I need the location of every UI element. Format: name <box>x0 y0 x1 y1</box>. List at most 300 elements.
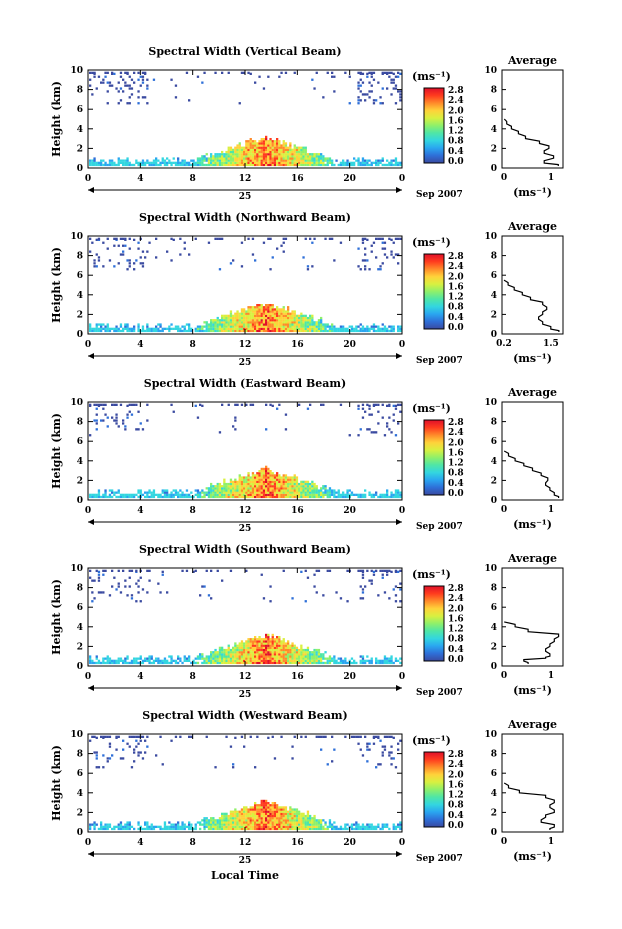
heatmap-cell <box>318 157 320 159</box>
heatmap-cell <box>228 826 230 828</box>
heatmap-cell <box>247 238 249 240</box>
heatmap-cell <box>107 102 109 104</box>
heatmap-cell <box>137 754 139 756</box>
heatmap-cell <box>263 815 265 817</box>
heatmap-cell <box>126 824 128 826</box>
heatmap-cell <box>122 328 124 330</box>
heatmap-cell <box>254 821 256 823</box>
heatmap-cell <box>234 155 236 157</box>
heatmap-cell <box>289 149 291 151</box>
heatmap-cell <box>118 492 120 494</box>
heatmap-cell <box>96 323 98 325</box>
heatmap-cell <box>399 411 401 413</box>
heatmap-cell <box>386 164 388 166</box>
heatmap-cell <box>155 660 157 662</box>
heatmap-cell <box>294 155 296 157</box>
heatmap-cell <box>278 826 280 828</box>
heatmap-cell <box>217 164 219 166</box>
heatmap-cell <box>261 492 263 494</box>
heatmap-cell <box>267 151 269 153</box>
heatmap-cell <box>346 162 348 164</box>
heatmap-cell <box>311 492 313 494</box>
heatmap-cell <box>210 651 212 653</box>
colorbar-unit-label: (ms⁻¹) <box>412 402 451 415</box>
heatmap-cell <box>331 824 333 826</box>
heatmap-cell <box>274 642 276 644</box>
heatmap-cell <box>252 808 254 810</box>
heatmap-cell <box>263 479 265 481</box>
heatmap-cell <box>362 330 364 332</box>
heatmap-cell <box>364 265 366 267</box>
heatmap-cell <box>98 766 100 768</box>
heatmap-cell <box>181 160 183 162</box>
heatmap-cell <box>340 326 342 328</box>
heatmap-cell <box>318 651 320 653</box>
heatmap-cell <box>298 147 300 149</box>
heatmap-cell <box>107 757 109 759</box>
heatmap-cell <box>234 811 236 813</box>
heatmap-cell <box>291 651 293 653</box>
heatmap-cell <box>267 821 269 823</box>
heatmap-cell <box>280 819 282 821</box>
heatmap-cell <box>278 815 280 817</box>
heatmap-cell <box>239 647 241 649</box>
heatmap-cell <box>254 647 256 649</box>
heatmap-cell <box>384 72 386 74</box>
day-span-arrow <box>396 187 402 193</box>
heatmap-cell <box>232 157 234 159</box>
heatmap-cell <box>375 826 377 828</box>
heatmap-cell <box>272 817 274 819</box>
heatmap-cell <box>393 326 395 328</box>
heatmap-cell <box>230 328 232 330</box>
avg-y-tick-label: 8 <box>490 417 497 428</box>
heatmap-cell <box>212 160 214 162</box>
heatmap-cell <box>258 317 260 319</box>
heatmap-cell <box>280 808 282 810</box>
heatmap-cell <box>102 160 104 162</box>
heatmap-cell <box>272 808 274 810</box>
heatmap-cell <box>135 740 137 742</box>
heatmap-cell <box>206 736 208 738</box>
heatmap-cell <box>250 144 252 146</box>
heatmap-cell <box>267 479 269 481</box>
heatmap-cell <box>93 157 95 159</box>
heatmap-cell <box>146 330 148 332</box>
heatmap-cell <box>283 162 285 164</box>
heatmap-cell <box>344 658 346 660</box>
heatmap-cell <box>291 162 293 164</box>
heatmap-cell <box>201 162 203 164</box>
heatmap-cell <box>210 828 212 830</box>
heatmap-cell <box>89 824 91 826</box>
heatmap-cell <box>320 494 322 496</box>
heatmap-cell <box>265 306 267 308</box>
heatmap-cell <box>393 405 395 407</box>
heatmap-cell <box>252 321 254 323</box>
avg-y-tick-label: 8 <box>490 749 497 760</box>
heatmap-cell <box>247 496 249 498</box>
heatmap-cell <box>382 746 384 748</box>
heatmap-cell <box>223 328 225 330</box>
heatmap-cell <box>91 72 93 74</box>
heatmap-cell <box>206 330 208 332</box>
heatmap-cell <box>254 259 256 261</box>
heatmap-cell <box>122 253 124 255</box>
heatmap-cell <box>219 330 221 332</box>
heatmap-cell <box>212 321 214 323</box>
heatmap-cell <box>146 746 148 748</box>
heatmap-cell <box>265 162 267 164</box>
heatmap-cell <box>390 571 392 573</box>
heatmap-cell <box>399 600 401 602</box>
heatmap-cell <box>247 310 249 312</box>
heatmap-cell <box>261 317 263 319</box>
heatmap-cell <box>173 826 175 828</box>
heatmap-cell <box>234 815 236 817</box>
heatmap-cell <box>232 811 234 813</box>
heatmap-cell <box>151 496 153 498</box>
heatmap-cell <box>307 164 309 166</box>
heatmap-cell <box>382 496 384 498</box>
heatmap-cell <box>232 160 234 162</box>
heatmap-cell <box>243 147 245 149</box>
heatmap-cell <box>221 815 223 817</box>
heatmap-cell <box>386 662 388 664</box>
heatmap-cell <box>269 496 271 498</box>
heatmap-cell <box>316 736 318 738</box>
heatmap-cell <box>153 660 155 662</box>
heatmap-cell <box>254 149 256 151</box>
heatmap-cell <box>302 813 304 815</box>
heatmap-cell <box>245 147 247 149</box>
heatmap-cell <box>177 160 179 162</box>
heatmap-cell <box>210 662 212 664</box>
heatmap-cell <box>263 828 265 830</box>
heatmap-cell <box>267 828 269 830</box>
heatmap-cell <box>256 653 258 655</box>
heatmap-cell <box>276 321 278 323</box>
heatmap-cell <box>245 153 247 155</box>
heatmap-cell <box>175 828 177 830</box>
heatmap-cell <box>285 813 287 815</box>
heatmap-cell <box>313 321 315 323</box>
heatmap-cell <box>91 328 93 330</box>
heatmap-cell <box>93 259 95 261</box>
heatmap-cell <box>245 140 247 142</box>
heatmap-cell <box>283 806 285 808</box>
heatmap-cell <box>118 102 120 104</box>
heatmap-cell <box>287 817 289 819</box>
heatmap-cell <box>245 649 247 651</box>
heatmap-cell <box>333 494 335 496</box>
panel-3 <box>50 377 563 534</box>
heatmap-cell <box>309 824 311 826</box>
heatmap-cell <box>129 102 131 104</box>
heatmap-cell <box>111 160 113 162</box>
heatmap-cell <box>219 487 221 489</box>
heatmap-cell <box>280 485 282 487</box>
heatmap-cell <box>377 824 379 826</box>
heatmap-cell <box>254 804 256 806</box>
heatmap-cell <box>331 489 333 491</box>
heatmap-cell <box>287 147 289 149</box>
heatmap-cell <box>287 662 289 664</box>
heatmap-cell <box>274 655 276 657</box>
heatmap-cell <box>313 817 315 819</box>
heatmap-cell <box>357 160 359 162</box>
heatmap-cell <box>276 306 278 308</box>
heatmap-cell <box>228 653 230 655</box>
heatmap-cell <box>335 328 337 330</box>
heatmap-cell <box>256 806 258 808</box>
heatmap-cell <box>197 330 199 332</box>
heatmap-cell <box>214 326 216 328</box>
heatmap-cell <box>104 162 106 164</box>
heatmap-cell <box>265 474 267 476</box>
heatmap-cell <box>302 649 304 651</box>
heatmap-cell <box>272 638 274 640</box>
heatmap-cell <box>276 660 278 662</box>
heatmap-cell <box>283 330 285 332</box>
heatmap-cell <box>313 653 315 655</box>
heatmap-cell <box>247 824 249 826</box>
heatmap-cell <box>245 806 247 808</box>
heatmap-cell <box>395 157 397 159</box>
heatmap-cell <box>355 328 357 330</box>
heatmap-cell <box>261 806 263 808</box>
heatmap-cell <box>184 658 186 660</box>
heatmap-cell <box>276 804 278 806</box>
heatmap-cell <box>221 157 223 159</box>
heatmap-cell <box>219 660 221 662</box>
heatmap-cell <box>258 811 260 813</box>
heatmap-cell <box>234 326 236 328</box>
heatmap-cell <box>311 651 313 653</box>
heatmap-cell <box>309 662 311 664</box>
heatmap-cell <box>305 485 307 487</box>
heatmap-cell <box>294 826 296 828</box>
heatmap-cell <box>265 147 267 149</box>
heatmap-cell <box>280 315 282 317</box>
heatmap-cell <box>252 310 254 312</box>
heatmap-cell <box>243 746 245 748</box>
heatmap-cell <box>256 144 258 146</box>
heatmap-cell <box>331 160 333 162</box>
heatmap-cell <box>393 87 395 89</box>
heatmap-cell <box>199 328 201 330</box>
heatmap-cell <box>261 574 263 576</box>
heatmap-cell <box>230 494 232 496</box>
y-tick-label: 4 <box>76 290 83 301</box>
heatmap-cell <box>254 494 256 496</box>
heatmap-cell <box>219 160 221 162</box>
heatmap-cell <box>245 321 247 323</box>
heatmap-cell <box>283 328 285 330</box>
heatmap-cell <box>289 147 291 149</box>
heatmap-cell <box>322 819 324 821</box>
heatmap-cell <box>344 330 346 332</box>
heatmap-cell <box>137 580 139 582</box>
heatmap-cell <box>278 328 280 330</box>
heatmap-cell <box>177 162 179 164</box>
heatmap-cell <box>118 262 120 264</box>
heatmap-cell <box>148 660 150 662</box>
heatmap-cell <box>212 662 214 664</box>
heatmap-cell <box>104 824 106 826</box>
heatmap-cell <box>100 591 102 593</box>
heatmap-cell <box>129 248 131 250</box>
heatmap-cell <box>148 164 150 166</box>
heatmap-cell <box>291 819 293 821</box>
heatmap-cell <box>278 813 280 815</box>
heatmap-cell <box>276 330 278 332</box>
heatmap-cell <box>210 319 212 321</box>
heatmap-cell <box>316 160 318 162</box>
heatmap-cell <box>250 645 252 647</box>
heatmap-cell <box>234 157 236 159</box>
heatmap-cell <box>166 251 168 253</box>
heatmap-cell <box>212 658 214 660</box>
heatmap-cell <box>272 802 274 804</box>
heatmap-cell <box>373 162 375 164</box>
heatmap-cell <box>129 736 131 738</box>
colorbar <box>424 254 444 329</box>
heatmap-cell <box>274 153 276 155</box>
heatmap-cell <box>89 323 91 325</box>
heatmap-cell <box>294 326 296 328</box>
heatmap-cell <box>329 496 331 498</box>
heatmap-cell <box>267 140 269 142</box>
heatmap-cell <box>267 238 269 240</box>
heatmap-cell <box>302 824 304 826</box>
heatmap-cell <box>258 321 260 323</box>
heatmap-cell <box>126 405 128 407</box>
heatmap-cells <box>89 736 402 830</box>
heatmap-cell <box>157 660 159 662</box>
heatmap-cell <box>225 319 227 321</box>
heatmap-cell <box>199 492 201 494</box>
heatmap-cell <box>102 496 104 498</box>
heatmap-cell <box>252 649 254 651</box>
heatmap-cell <box>208 326 210 328</box>
avg-y-tick-label: 10 <box>484 730 497 740</box>
heatmap-cell <box>296 155 298 157</box>
heatmap-cell <box>256 160 258 162</box>
heatmap-cell <box>276 310 278 312</box>
heatmap-cell <box>241 155 243 157</box>
heatmap-cell <box>208 487 210 489</box>
heatmap-cell <box>269 485 271 487</box>
heatmap-cell <box>291 164 293 166</box>
heatmap-cell <box>390 251 392 253</box>
heatmap-cell <box>113 328 115 330</box>
heatmap-cell <box>155 162 157 164</box>
heatmap-cell <box>159 662 161 664</box>
heatmap-cell <box>289 658 291 660</box>
heatmap-cell <box>124 238 126 240</box>
heatmap-cell <box>302 317 304 319</box>
heatmap-cell <box>234 323 236 325</box>
heatmap-cell <box>390 93 392 95</box>
heatmap-cell <box>225 164 227 166</box>
heatmap-cell <box>102 591 104 593</box>
heatmap-cell <box>254 658 256 660</box>
heatmap-cell <box>269 819 271 821</box>
heatmap-cell <box>390 746 392 748</box>
heatmap-cell <box>322 323 324 325</box>
heatmap-cell <box>256 323 258 325</box>
heatmap-cell <box>316 162 318 164</box>
heatmap-cell <box>382 102 384 104</box>
heatmap-cell <box>265 660 267 662</box>
heatmap-cell <box>265 323 267 325</box>
heatmap-cell <box>146 570 148 572</box>
heatmap-cell <box>278 653 280 655</box>
heatmap-cell <box>214 821 216 823</box>
heatmap-cell <box>274 142 276 144</box>
heatmap-cell <box>355 494 357 496</box>
heatmap-cell <box>278 487 280 489</box>
heatmap-cell <box>228 162 230 164</box>
heatmap-cell <box>329 492 331 494</box>
heatmap-cell <box>135 746 137 748</box>
heatmap-cell <box>393 330 395 332</box>
heatmap-cell <box>272 662 274 664</box>
heatmap-cell <box>120 238 122 240</box>
heatmap-cell <box>89 494 91 496</box>
heatmap-cell <box>100 736 102 738</box>
heatmap-cell <box>291 151 293 153</box>
heatmap-cell <box>285 144 287 146</box>
heatmap-cell <box>234 419 236 421</box>
heatmap-cell <box>283 813 285 815</box>
heatmap-cell <box>280 313 282 315</box>
heatmap-cell <box>324 492 326 494</box>
heatmap-cell <box>239 660 241 662</box>
avg-y-tick-label: 10 <box>484 398 497 408</box>
heatmap-cell <box>102 660 104 662</box>
heatmap-cell <box>265 428 267 430</box>
heatmap-cell <box>184 248 186 250</box>
heatmap-cell <box>153 160 155 162</box>
heatmap-cell <box>258 476 260 478</box>
heatmap-cell <box>375 494 377 496</box>
heatmap-cell <box>100 82 102 84</box>
heatmap-cell <box>179 494 181 496</box>
heatmap-cell <box>236 326 238 328</box>
heatmap-cell <box>203 321 205 323</box>
heatmap-cell <box>316 591 318 593</box>
heatmap-cell <box>377 82 379 84</box>
heatmap-cell <box>263 649 265 651</box>
heatmap-cell <box>208 594 210 596</box>
heatmap-cell <box>236 147 238 149</box>
heatmap-cell <box>386 330 388 332</box>
heatmap-cell <box>393 737 395 739</box>
heatmap-cell <box>223 819 225 821</box>
heatmap-cell <box>107 660 109 662</box>
heatmap-cell <box>203 72 205 74</box>
heatmap-cell <box>331 164 333 166</box>
heatmap-cell <box>137 489 139 491</box>
heatmap-cell <box>272 323 274 325</box>
heatmap-cell <box>272 824 274 826</box>
x-tick-label: 20 <box>343 174 356 184</box>
heatmap-cell <box>96 570 98 572</box>
heatmap-cell <box>305 828 307 830</box>
heatmap-cell <box>208 496 210 498</box>
